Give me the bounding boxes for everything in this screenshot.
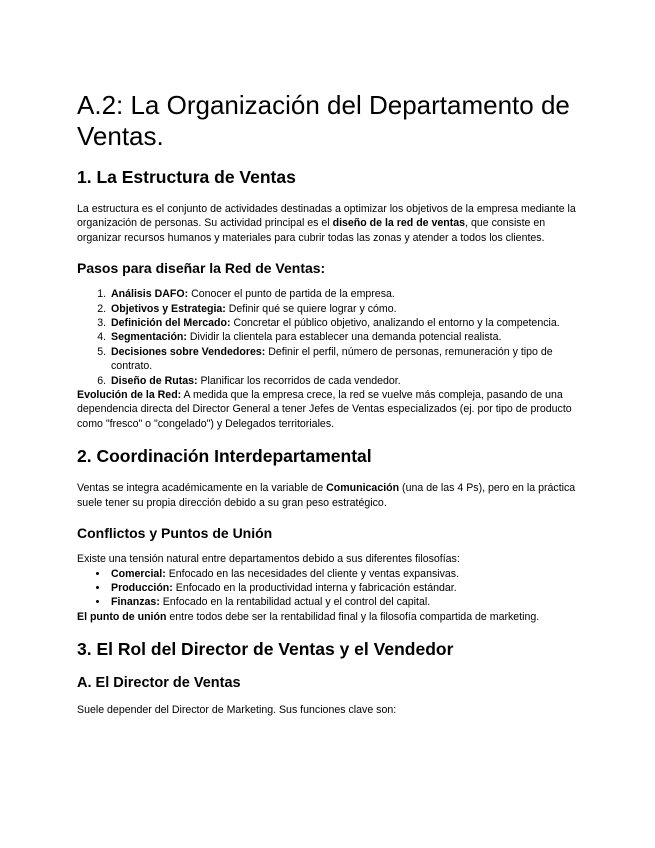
- list-item: 3. Definición del Mercado: Concretar el público objetivo, analizando el entorno y la competencia.: [109, 316, 579, 330]
- list-item: 2. Objetivos y Estrategia: Definir qué se quiere lograr y cómo.: [109, 302, 579, 316]
- list-item: 4. Segmentación: Dividir la clientela para establecer una demanda potencial realista.: [109, 330, 579, 344]
- departments-list: [77, 567, 579, 610]
- document-title: A.2: La Organización del Departamento de Ventas.: [77, 90, 570, 151]
- section-2-heading: 2. Coordinación Interdepartamental: [77, 446, 372, 467]
- list-item: 1. Análisis DAFO: Conocer el punto de partida de la empresa.: [109, 287, 579, 301]
- section-1-heading: 1. La Estructura de Ventas: [77, 167, 296, 187]
- conflicts-lead: Existe una tensión natural entre departamentos debido a sus diferentes filosofías:: [77, 553, 460, 566]
- director-subheading: A. El Director de Ventas: [77, 675, 241, 692]
- union-point: El punto de unión entre todos debe ser la rentabilidad final y la filosofía compartida de marketing.: [77, 610, 540, 623]
- intro-emphasis: diseño de la red de ventas: [332, 217, 466, 230]
- network-evolution: Evolución de la Red: A medida que la empresa crece, la red se vuelve más compleja, pasando de una dependencia directa del Director General a tener Jefes de Ventas especializados (ej. por tipo de producto como "fresco" o "congelado") y Delegados territoriales.: [77, 389, 572, 430]
- document-content: [77, 90, 579, 718]
- director-intro: Suele depender del Director de Marketing. Sus funciones clave son:: [77, 704, 397, 717]
- list-item: 6. Diseño de Rutas: Planificar los recorridos de cada vendedor.: [109, 374, 579, 388]
- section-3-heading: 3. El Rol del Director de Ventas y el Vendedor: [77, 639, 454, 660]
- steps-list: [77, 287, 579, 388]
- list-item: 5. Decisiones sobre Vendedores: Definir el perfil, número de personas, remuneración y tipo de contrato.: [109, 345, 579, 374]
- section-2-intro: Ventas se integra académicamente en la variable de Comunicación (una de las 4 Ps), pero en la práctica suele tener su propia dirección debido a su gran peso estratégico.: [77, 482, 576, 509]
- steps-subheading: Pasos para diseñar la Red de Ventas:: [77, 260, 326, 277]
- list-item: • Finanzas: Enfocado en la rentabilidad actual y el control del capital.: [109, 595, 579, 609]
- conflicts-subheading: Conflictos y Puntos de Unión: [77, 525, 273, 542]
- section-1-intro: La estructura es el conjunto de actividades destinadas a optimizar los objetivos de la empresa mediante la organización de personas. Su actividad principal es el diseño de la red de ventas, que consiste en organizar recursos humanos y materiales para cubrir todas las zonas y atender a todos los clientes.: [77, 203, 576, 244]
- list-item: • Producción: Enfocado en la productividad interna y fabricación estándar.: [109, 581, 579, 595]
- list-item: • Comercial: Enfocado en las necesidades del cliente y ventas expansivas.: [109, 567, 579, 581]
